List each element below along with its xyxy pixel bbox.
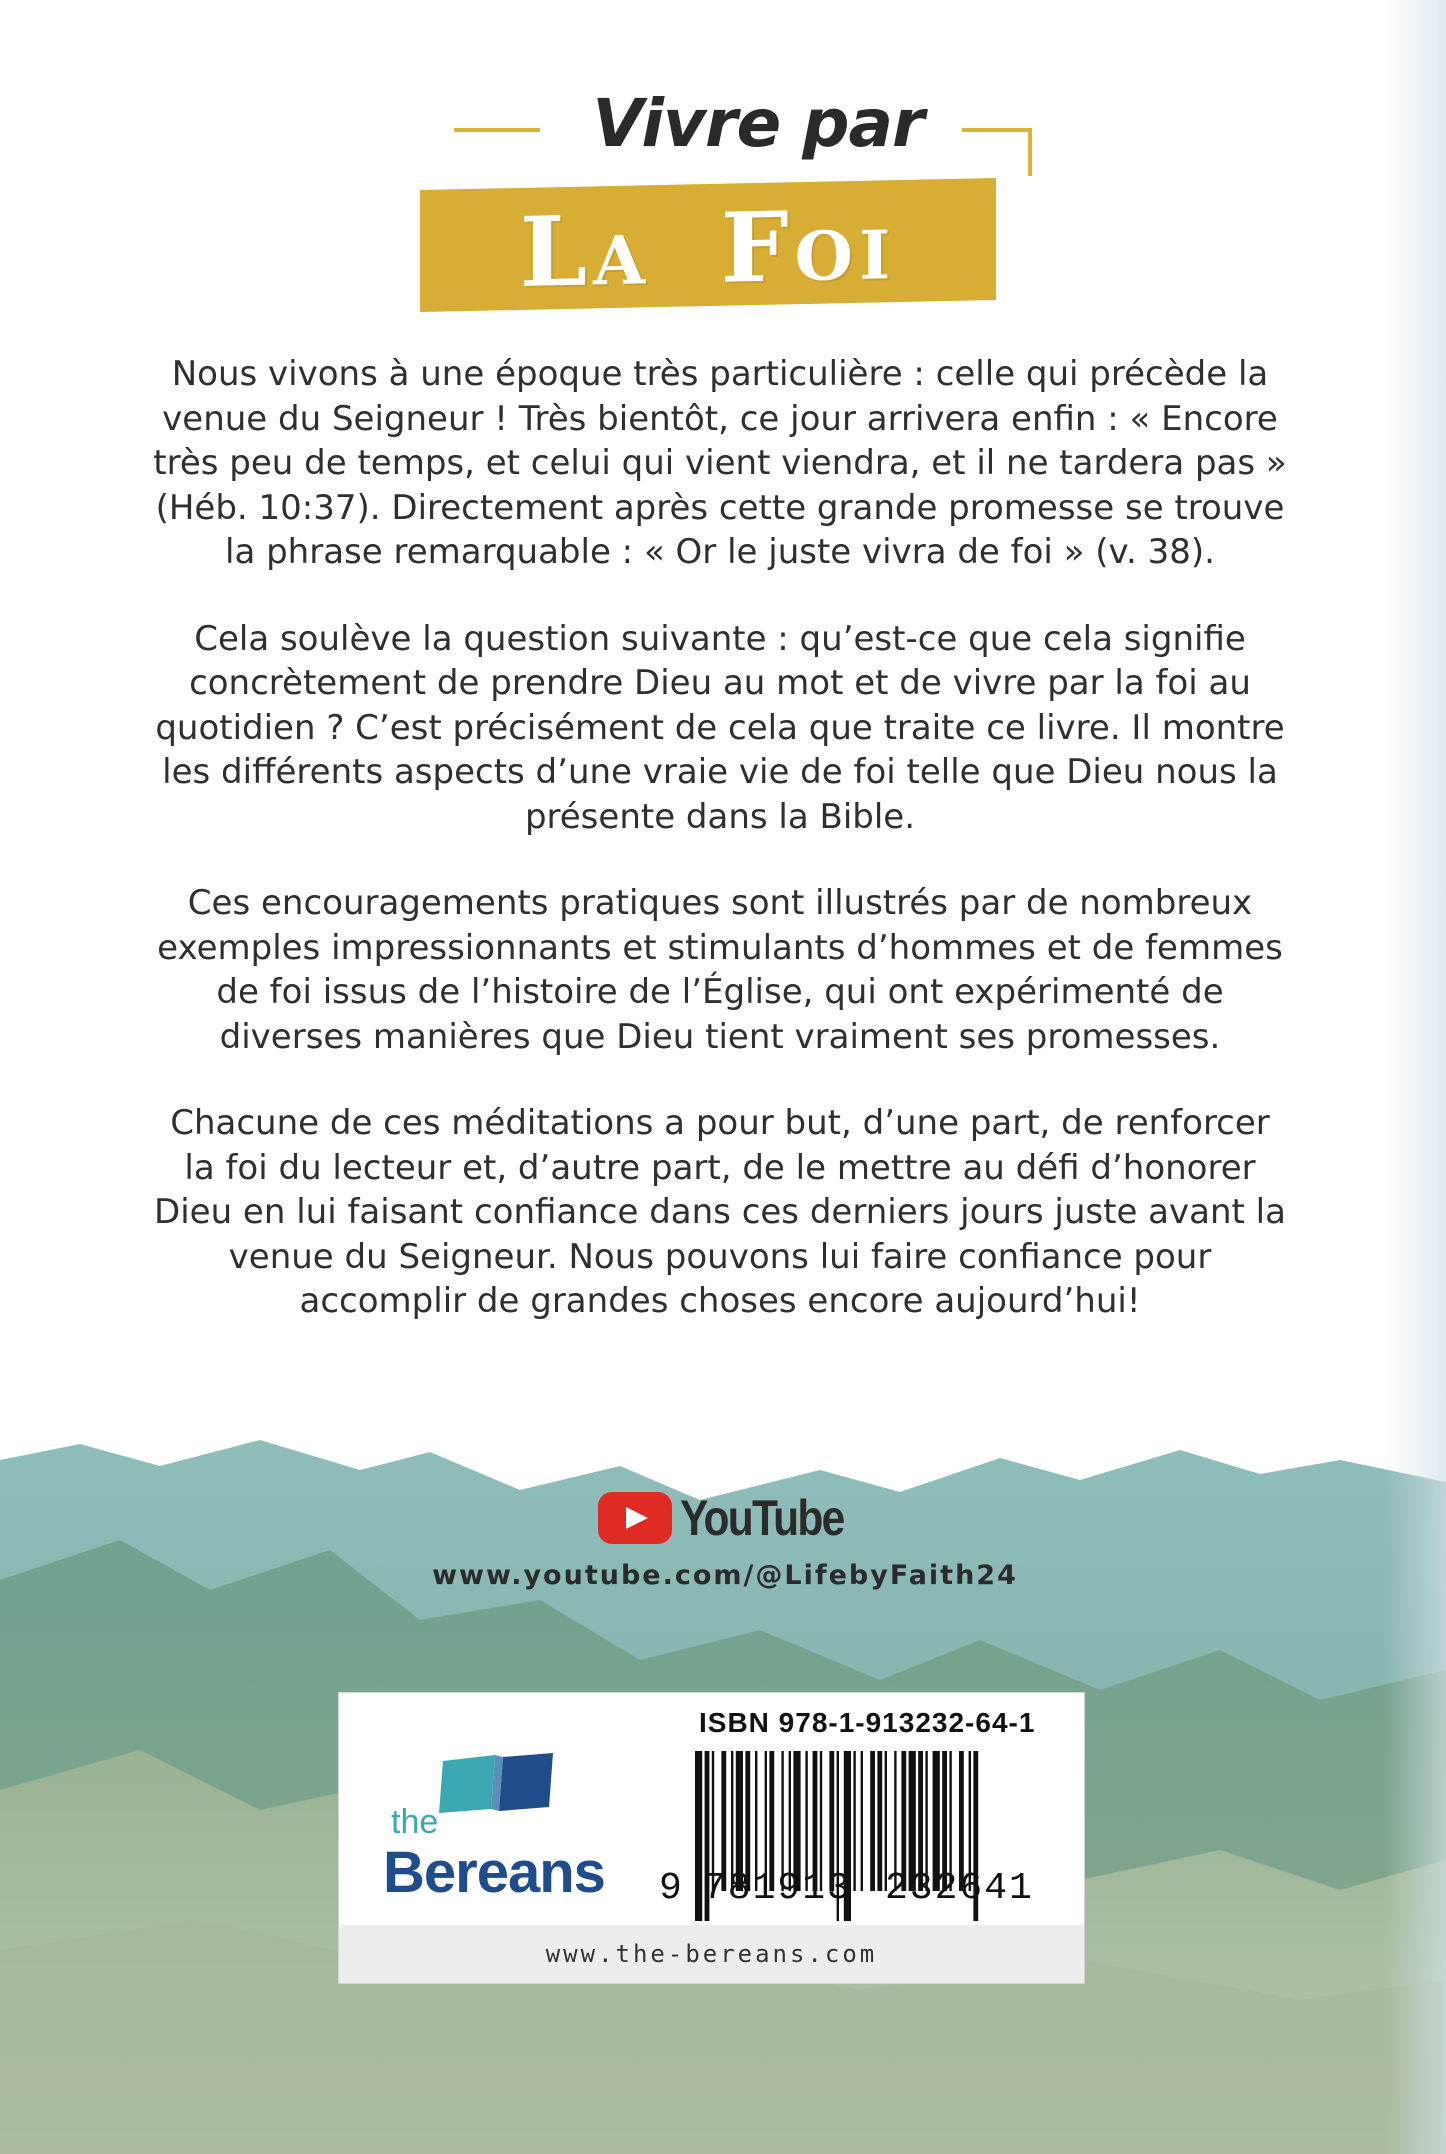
youtube-play-icon	[598, 1492, 672, 1544]
blurb-paragraph: Cela soulève la question suivante : qu’est-ce que cela signifie concrètement de prendre Dieu au mot et de vivre par la foi au quotidien ? C’est précisément de cela que traite ce livre. Il montre les différents aspects d’une vraie vie de foi telle que Dieu nous la présente dans la Bible.	[155, 618, 1285, 837]
barcode-bar	[853, 1751, 855, 1891]
barcode-digit-first: 9	[659, 1867, 682, 1910]
barcode-bar	[861, 1751, 863, 1891]
publisher-logo	[383, 1759, 605, 1909]
barcode-digits-right: 232641	[885, 1867, 1034, 1910]
publisher-barcode-panel	[338, 1692, 1085, 1984]
title-decor-tick	[1028, 128, 1032, 176]
title-line-2	[420, 178, 996, 312]
blurb-paragraph: Ces encouragements pratiques sont illustrés par de nombreux exemples impressionnants et stimulants d’hommes et de femmes de foi issus de l’histoire de l’Église, qui ont expérimenté de diverses manières que Dieu tient vraiment ses promesses.	[157, 883, 1283, 1057]
title-band	[420, 178, 996, 312]
title-decor-line-right	[962, 128, 1032, 132]
isbn-label: ISBN 978-1-913232-64-1	[699, 1707, 1036, 1738]
title-line-1-block	[440, 70, 1040, 170]
title-decor-line-left	[454, 128, 540, 132]
logo-bereans: Bereans	[383, 1840, 605, 1905]
barcode-bar	[877, 1751, 882, 1891]
open-book-icon	[433, 1753, 633, 1813]
youtube-channel-url[interactable]: www.youtube.com/@LifebyFaith24	[432, 1560, 1018, 1591]
youtube-wordmark: YouTube	[680, 1490, 844, 1546]
barcode-bar	[695, 1751, 702, 1921]
barcode-bar	[870, 1751, 875, 1891]
barcode-digits-left: 781913	[703, 1867, 852, 1910]
title-line-1: Vivre par	[592, 85, 924, 162]
blurb-paragraph: Nous vivons à une époque très particulière : celle qui précède la venue du Seigneur ! Très bientôt, ce jour arrivera enfin : « Encore très peu de temps, et celui qui vient viendra, et il ne tardera pas » (Héb. 10:37). Directement après cette grande promesse se trouve la phrase remarquable : « Or le juste vivra de foi » (v. 38).	[153, 354, 1287, 572]
blurb	[150, 352, 1290, 1366]
blurb-paragraph: Chacune de ces méditations a pour but, d’une part, de renforcer la foi du lecteur et, d’autre part, de le mettre au défi d’honorer Dieu en lui faisant confiance dans ces derniers jours juste avant la venue du Seigneur. Nous pouvons lui faire confiance pour accomplir de grandes choses encore aujourd’hui!	[154, 1103, 1286, 1321]
title-word-foi: Foi	[720, 188, 897, 305]
logo-the: the	[391, 1803, 439, 1841]
title-word-la: La	[519, 193, 652, 309]
publisher-website[interactable]: www.the-bereans.com	[339, 1925, 1084, 1983]
youtube-logo	[598, 1484, 858, 1550]
spine-shadow	[1384, 0, 1446, 2154]
